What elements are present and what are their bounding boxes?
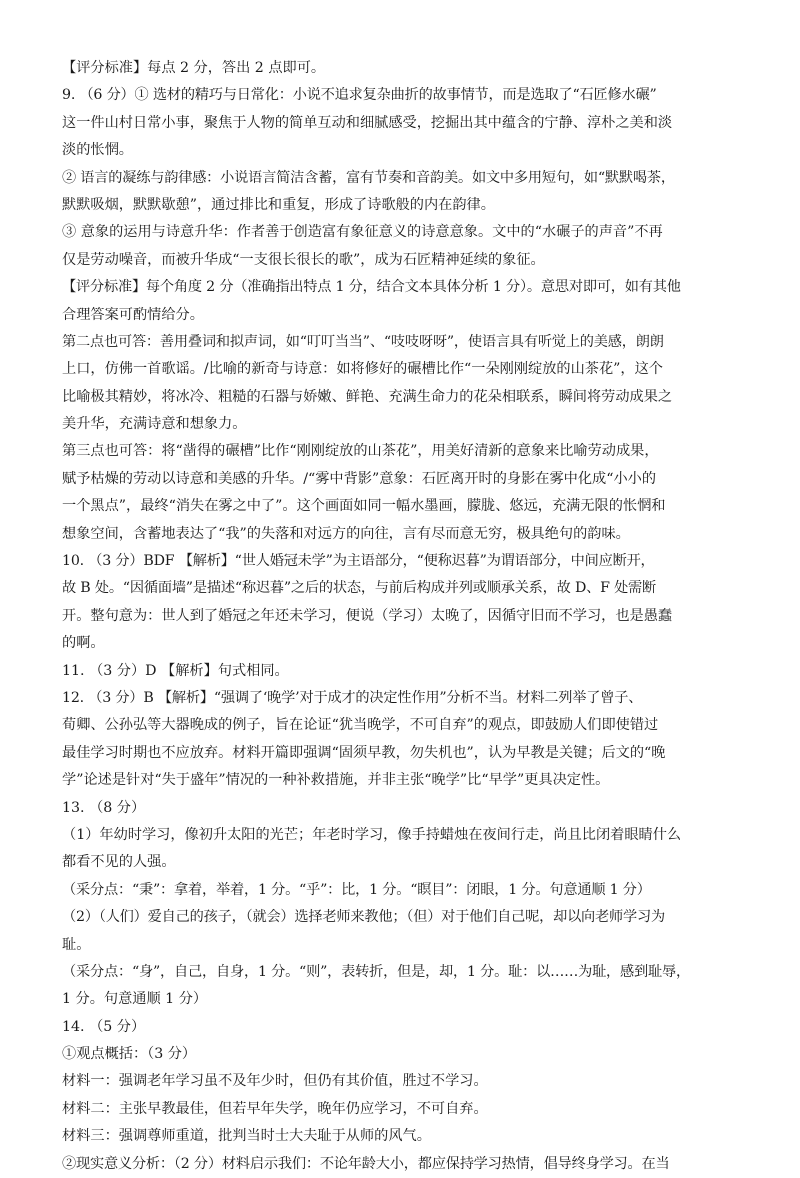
text-line: 【评分标准】每个角度 2 分（准确指出特点 1 分，结合文本具体分析 1 分）。意思对即可，如有其他 — [62, 279, 681, 296]
text-line: 荀卿、公孙弘等大器晚成的例子，旨在论证“犹当晚学，不可自弃”的观点，即鼓励人们即使错过 — [62, 717, 659, 734]
text-line: ②现实意义分析：（2 分）材料启示我们：不论年龄大小，都应保持学习热情，倡导终身学习。在当 — [62, 1155, 670, 1172]
text-line: 14. （5 分） — [62, 1018, 146, 1035]
text-line: （2）（人们）爱自己的孩子，（就会）选择老师来教他；（但）对于他们自己呢，却以向老师学习为 — [62, 909, 665, 926]
text-line: 这一件山村日常小事，聚焦于人物的简单互动和细腻感受，挖掘出其中蕴含的宁静、淳朴之美和淡 — [62, 114, 673, 131]
text-line: （1）年幼时学习，像初升太阳的光芒；年老时学习，像手持蜡烛在夜间行走，尚且比闭着眼睛什么 — [62, 826, 682, 843]
text-line: 材料二：主张早教最佳，但若早年失学，晚年仍应学习，不可自弃。 — [62, 1100, 488, 1117]
text-line: 13. （8 分） — [62, 799, 146, 816]
text-line: 淡的怅惘。 — [62, 142, 133, 159]
text-line: 开。整句意为：世人到了婚冠之年还未学习，便说（学习）太晚了，因循守旧而不学习，也是愚蠢 — [62, 607, 673, 624]
text-line: 9. （6 分）① 选材的精巧与日常化：小说不追求复杂曲折的故事情节，而是选取了“石匠修水碾” — [62, 87, 657, 104]
text-line: ③ 意象的运用与诗意升华：作者善于创造富有象征意义的诗意意象。文中的“水碾子的声音”不再 — [62, 224, 663, 241]
text-line: 仅是劳动噪音，而被升华成“一支很长很长的歌”，成为石匠精神延续的象征。 — [62, 251, 545, 268]
text-line: 第二点也可答：善用叠词和拟声词，如“叮叮当当”、“吱吱呀呀”，使语言具有听觉上的美感，朗朗 — [62, 333, 664, 350]
text-line: 赋予枯燥的劳动以诗意和美感的升华。/“雾中背影”意象：石匠离开时的身影在雾中化成“小小的 — [62, 470, 657, 487]
text-line: 第三点也可答：将“凿得的碾槽”比作“刚刚绽放的山茶花”，用美好清新的意象来比喻劳动成果， — [62, 443, 659, 460]
text-line: 【评分标准】每点 2 分，答出 2 点即可。 — [62, 60, 326, 76]
text-line: 比喻极其精妙，将冰冷、粗糙的石器与娇嫩、鲜艳、充满生命力的花朵相联系，瞬间将劳动成果之 — [62, 388, 673, 405]
text-line: 学”论述是针对“失于盛年”情况的一种补救措施，并非主张“晚学”比“早学”更具决定性。 — [62, 772, 610, 789]
text-line: 默默吸烟，默默歇憩”，通过排比和重复，形成了诗歌般的内在韵律。 — [62, 196, 495, 213]
text-line: 故 B 处。“因循面墙”是描述“称迟暮”之后的状态，与前后构成并列或顺承关系，故 D、F 处需断 — [62, 580, 657, 597]
text-line: 想象空间，含蓄地表达了“我”的失落和对远方的向往，言有尽而意无穷，极具绝句的韵味。 — [62, 525, 630, 542]
text-line: 美升华，充满诗意和想象力。 — [62, 416, 247, 433]
text-line: 合理答案可酌情给分。 — [62, 306, 204, 323]
text-line: 一个黑点”，最终“消失在雾之中了”。这个画面如同一幅水墨画，朦胧、悠远，充满无限的怅惘和 — [62, 498, 666, 515]
text-line: 耻。 — [62, 936, 91, 953]
text-line: 都看不见的人强。 — [62, 854, 176, 871]
answer-key-page — [62, 55, 744, 1178]
text-line: （采分点：“身”，自己，自身，1 分。“则”，表转折，但是，却，1 分。耻：以……为耻，感到耻辱， — [62, 963, 690, 980]
text-line: 材料三：强调尊师重道，批判当时士大夫耻于从师的风气。 — [62, 1128, 431, 1145]
text-line: 12. （3 分）B 【解析】“强调了‘晚学’对于成才的决定性作用”分析不当。材料二列举了曾子、 — [62, 689, 643, 706]
text-line: 10. （3 分）BDF 【解析】“世人婚冠未学”为主语部分，“便称迟暮”为谓语部分，中间应断开， — [62, 553, 655, 570]
text-line: 最佳学习时期也不应放弃。材料开篇即强调“固须早教，勿失机也”，认为早教是关键；后文的“晚 — [62, 744, 666, 761]
text-line: 上口，仿佛一首歌谣。/比喻的新奇与诗意：如将修好的碾槽比作“一朵刚刚绽放的山茶花”，这个 — [62, 361, 663, 378]
text-line: ①观点概括：（3 分） — [62, 1046, 197, 1063]
text-line: 的啊。 — [62, 635, 105, 652]
text-line: 1 分。句意通顺 1 分） — [62, 991, 208, 1008]
text-line: 11. （3 分）D 【解析】句式相同。 — [62, 662, 289, 679]
text-line: ② 语言的凝练与韵律感：小说语言简洁含蓄，富有节奏和音韵美。如文中多用短句，如“默默喝茶， — [62, 169, 675, 186]
text-line: 材料一：强调老年学习虽不及年少时，但仍有其价值，胜过不学习。 — [62, 1073, 488, 1090]
text-line: （采分点：“秉”：拿着，举着，1 分。“乎”：比，1 分。“瞑目”：闭眼，1 分。句意通顺 1 分） — [62, 881, 651, 898]
